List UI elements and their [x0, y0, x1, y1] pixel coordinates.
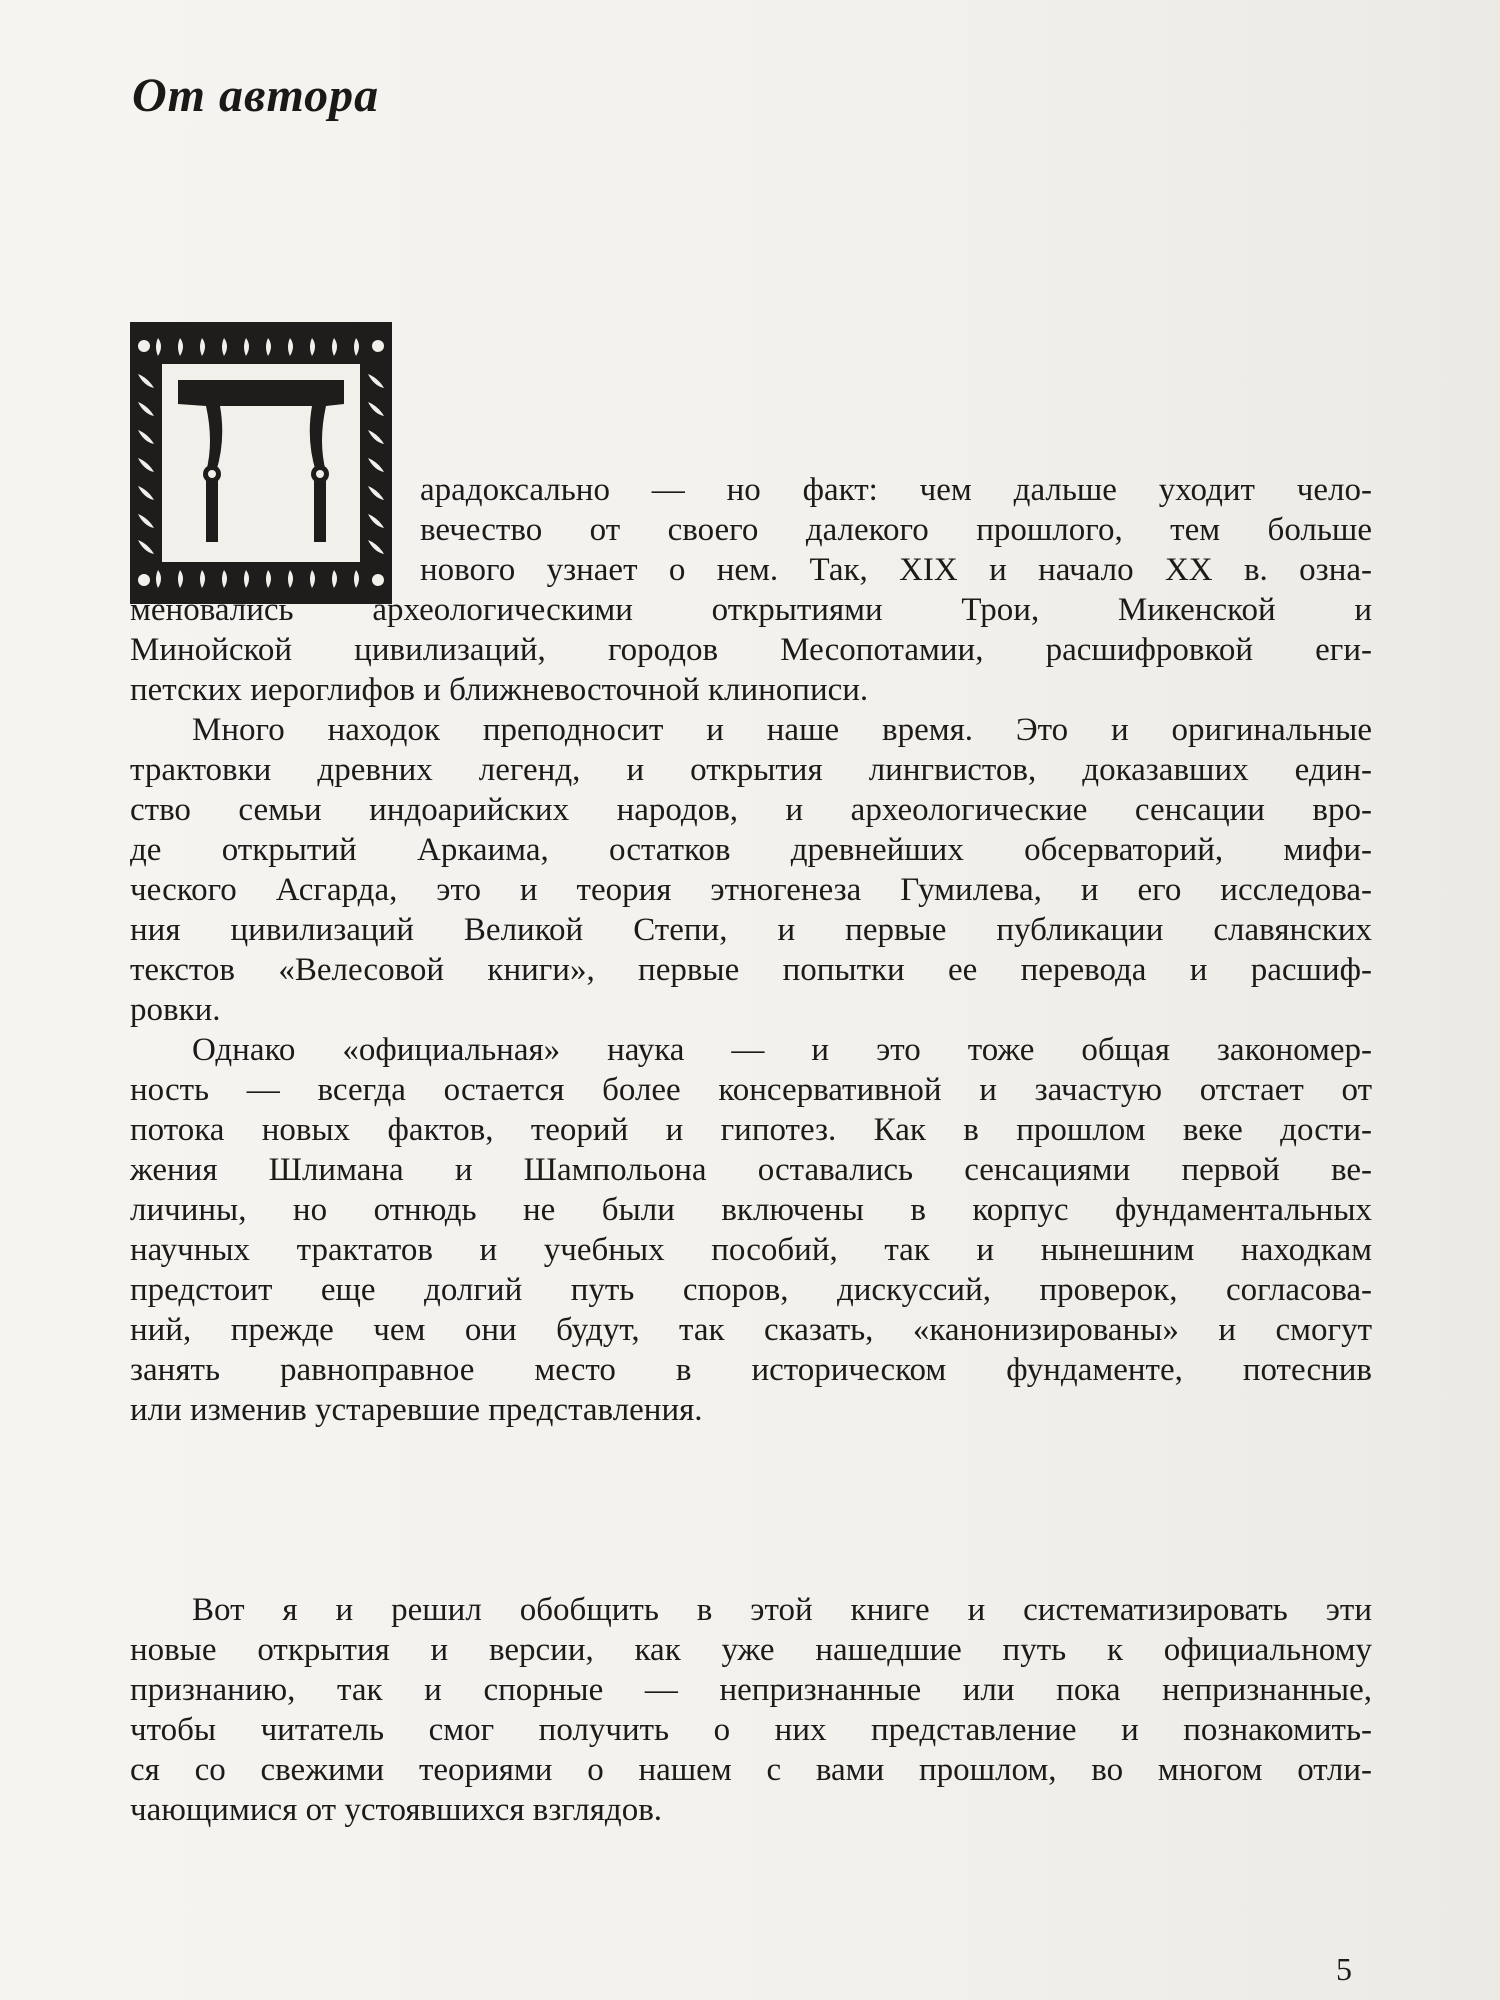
text-line: чающимися от устоявшихся взглядов. [130, 1792, 663, 1828]
dropcap-ornament [130, 322, 392, 604]
text-line: вечество от своего далекого прошлого, тем больше [420, 512, 1372, 548]
text-line: личины, но отнюдь не были включены в корпус фундаментальных [130, 1192, 1372, 1228]
text-line: арадоксально — но факт: чем дальше уходит чело- [420, 472, 1372, 508]
text-line: Минойской цивилизаций, городов Месопотамии, расшифровкой еги- [130, 632, 1372, 668]
text-line: новые открытия и версии, как уже нашедшие путь к официальному [130, 1632, 1372, 1668]
text-line: признанию, так и спорные — непризнанные или пока непризнанные, [130, 1672, 1372, 1708]
opening-lines [420, 470, 1372, 590]
text-line: Много находок преподносит и наше время. Это и оригинальные [192, 712, 1372, 748]
text-line: текстов «Велесовой книги», первые попытки ее перевода и расшиф- [130, 952, 1372, 988]
paragraph-1 [130, 590, 1372, 710]
text-line: ся со свежими теориями о нашем с вами прошлом, во многом отли- [130, 1752, 1372, 1788]
text-line: потока новых фактов, теорий и гипотез. Как в прошлом веке дости- [130, 1112, 1372, 1148]
paragraph-3 [130, 1030, 1372, 1430]
text-line: научных трактатов и учебных пособий, так и нынешним находкам [130, 1232, 1372, 1268]
text-line: жения Шлимана и Шампольона оставались сенсациями первой ве- [130, 1152, 1372, 1188]
text-line: трактовки древних легенд, и открытия лингвистов, доказавших един- [130, 752, 1372, 788]
text-line: Вот я и решил обобщить в этой книге и систематизировать эти [192, 1592, 1372, 1628]
paragraph-4 [130, 1590, 1372, 1830]
text-line: ний, прежде чем они будут, так сказать, «канонизированы» и смогут [130, 1312, 1372, 1348]
text-line: ровки. [130, 992, 221, 1028]
text-line: ство семьи индоарийских народов, и археологические сенсации вро- [130, 792, 1372, 828]
chapter-title: От автора [132, 69, 380, 122]
text-line: ность — всегда остается более консервативной и зачастую отстает от [130, 1072, 1372, 1108]
paragraph-2 [130, 710, 1372, 1030]
ornamental-letter-pe-icon [130, 322, 392, 604]
text-line: ческого Асгарда, это и теория этногенеза Гумилева, и его исследова- [130, 872, 1372, 908]
text-line: занять равноправное место в историческом фундаменте, потеснив [130, 1352, 1372, 1388]
text-line: предстоит еще долгий путь споров, дискуссий, проверок, согласова- [130, 1272, 1372, 1308]
text-line: де открытий Аркаима, остатков древнейших обсерваторий, мифи- [130, 832, 1372, 868]
text-line: петских иероглифов и ближневосточной клинописи. [130, 672, 869, 708]
text-line: чтобы читатель смог получить о них представление и познакомить- [130, 1712, 1372, 1748]
text-line: Однако «официальная» наука — и это тоже общая закономер- [192, 1032, 1372, 1068]
page-number: 5 [1336, 1951, 1352, 1987]
text-line: нового узнает о нем. Так, XIX и начало XX в. озна- [420, 552, 1372, 588]
text-line: ния цивилизаций Великой Степи, и первые публикации славянских [130, 912, 1372, 948]
text-line: меновались археологическими открытиями Трои, Микенской и [130, 592, 1372, 628]
text-line: или изменив устаревшие представления. [130, 1392, 703, 1428]
